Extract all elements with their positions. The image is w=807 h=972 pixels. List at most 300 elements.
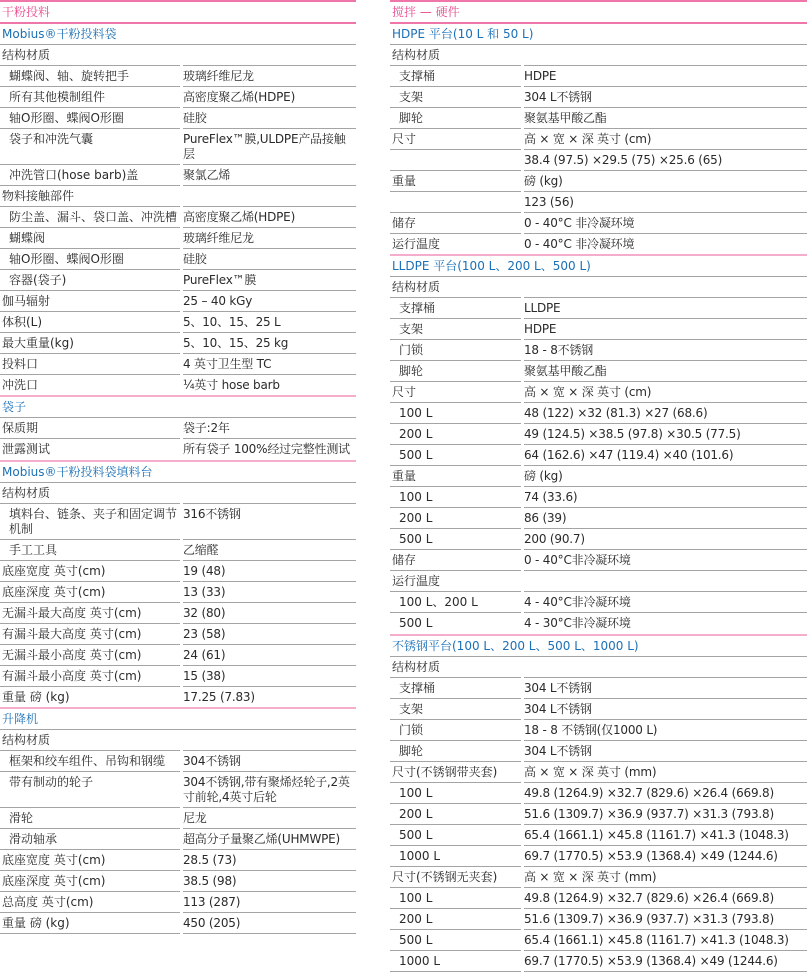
spec-label: 投料口 — [2, 357, 39, 371]
spec-value-cell — [524, 171, 807, 192]
spec-value: 4 - 40°C非冷凝环境 — [524, 595, 631, 610]
spec-value: HDPE — [524, 322, 557, 337]
spec-label: 容器(袋子) — [9, 273, 67, 287]
spec-value-cell — [183, 333, 356, 354]
product-subtitle: Mobius®干粉投料袋填料台 — [2, 464, 153, 479]
spec-label-cell — [390, 45, 521, 66]
spec-label-cell — [390, 403, 521, 424]
spec-label: 运行温度 — [392, 237, 441, 251]
spec-label-cell — [390, 678, 521, 699]
spec-row — [0, 871, 356, 892]
spec-value-cell — [183, 829, 356, 850]
spec-row — [390, 171, 807, 192]
spec-label-cell — [0, 418, 180, 439]
spec-value: 17.25 (7.83) — [183, 689, 255, 704]
spec-label-cell — [0, 439, 180, 459]
spec-value-cell — [524, 783, 807, 804]
spec-label-cell — [0, 312, 180, 333]
spec-label-cell — [390, 783, 521, 804]
spec-label: 底座深度 英寸(cm) — [2, 584, 106, 599]
spec-label: 所有其他模制组件 — [9, 90, 106, 104]
spec-label-cell — [390, 720, 521, 741]
spec-row — [390, 424, 807, 445]
spec-value-cell — [524, 529, 807, 550]
product-subtitle: HDPE 平台(10 L 和 50 L) — [392, 27, 534, 41]
spec-label: 底座宽度 英寸(cm) — [2, 563, 106, 578]
spec-label-cell — [390, 825, 521, 846]
spec-label: 无漏斗最大高度 英寸(cm) — [2, 605, 142, 620]
spec-row — [390, 487, 807, 508]
spec-label: 100 L、200 L — [399, 595, 478, 610]
spec-row — [390, 678, 807, 699]
spec-label: 尺寸(不锈钢带夹套) — [392, 764, 498, 779]
spec-value: 304 L不锈钢 — [524, 680, 592, 695]
spec-label-cell — [390, 571, 521, 592]
spec-label-cell — [390, 234, 521, 254]
category-title-row — [390, 0, 807, 24]
group-header-row — [0, 45, 356, 66]
spec-row — [0, 808, 356, 829]
spec-label-cell — [390, 804, 521, 825]
spec-label: 重量 磅 (kg) — [2, 689, 70, 704]
spec-row — [390, 340, 807, 361]
spec-value-cell — [524, 277, 807, 298]
spec-row — [390, 445, 807, 466]
group-header-row — [390, 277, 807, 298]
column-dry-powder-feeding — [0, 0, 356, 972]
spec-value: 超高分子量聚乙烯(UHMWPE) — [183, 831, 341, 846]
spec-label-cell — [390, 613, 521, 633]
spec-value-cell — [524, 657, 807, 678]
spec-value: 硅胶 — [183, 252, 207, 266]
spec-value-cell — [524, 403, 807, 424]
spec-label-cell — [390, 699, 521, 720]
product-subtitle-row — [0, 460, 356, 483]
spec-value: 19 (48) — [183, 563, 226, 578]
column-mixing-hardware — [390, 0, 807, 972]
spec-label-cell — [390, 171, 521, 192]
spec-value-cell — [183, 772, 356, 808]
spec-value: 磅 (kg) — [524, 174, 563, 188]
spec-value-cell — [183, 312, 356, 333]
spec-value-cell — [524, 45, 807, 66]
spec-label-cell — [390, 951, 521, 972]
spec-label-cell — [0, 808, 180, 829]
spec-value: 24 (61) — [183, 647, 226, 662]
spec-label: 500 L — [399, 616, 433, 631]
spec-label-cell — [0, 87, 180, 108]
spec-label: 滑动轴承 — [9, 831, 58, 846]
spec-label: 支架 — [399, 322, 424, 337]
spec-label-cell — [0, 829, 180, 850]
spec-value-cell — [183, 418, 356, 439]
spec-value: 450 (205) — [183, 915, 241, 930]
spec-label-cell — [390, 87, 521, 108]
spec-value-cell — [524, 592, 807, 613]
product-subtitle-row — [390, 634, 807, 657]
spec-value-cell — [183, 730, 356, 751]
spec-label: 100 L — [399, 490, 433, 505]
spec-value-cell — [524, 741, 807, 762]
spec-value-cell — [183, 540, 356, 561]
spec-value: 高密度聚乙烯(HDPE) — [183, 90, 296, 104]
spec-row — [0, 165, 356, 186]
spec-value-cell — [524, 340, 807, 361]
spec-label-cell — [390, 192, 521, 213]
spec-label: 重量 — [392, 469, 417, 484]
spec-label: 500 L — [399, 827, 433, 842]
spec-label: 无漏斗最小高度 英寸(cm) — [2, 647, 142, 662]
spec-value-cell — [524, 699, 807, 720]
spec-row — [0, 375, 356, 395]
spec-value-cell — [183, 687, 356, 707]
group-header-row — [390, 571, 807, 592]
spec-value: 304不锈钢,带有聚烯烃轮子,2英寸前轮,4英寸后轮 — [183, 774, 350, 804]
spec-label-cell — [390, 487, 521, 508]
spec-value: 48 (122) ×32 (81.3) ×27 (68.6) — [524, 406, 708, 421]
spec-label-cell — [0, 483, 180, 504]
spec-label-cell — [390, 508, 521, 529]
spec-row — [0, 249, 356, 270]
spec-label: 冲洗口 — [2, 378, 39, 392]
spec-row — [0, 772, 356, 808]
spec-value: 51.6 (1309.7) ×36.9 (937.7) ×31.3 (793.8) — [524, 806, 774, 821]
spec-label-cell — [0, 582, 180, 603]
spec-value-cell — [183, 666, 356, 687]
spec-value: 23 (58) — [183, 626, 226, 641]
spec-value-cell — [524, 66, 807, 87]
spec-label: 储存 — [392, 553, 417, 568]
spec-label: 有漏斗最大高度 英寸(cm) — [2, 626, 142, 641]
spec-row — [390, 466, 807, 487]
spec-label: 底座宽度 英寸(cm) — [2, 852, 106, 867]
spec-value-cell — [183, 504, 356, 540]
spec-value: 49.8 (1264.9) ×32.7 (829.6) ×26.4 (669.8) — [524, 785, 774, 800]
spec-value-cell — [183, 228, 356, 249]
spec-label: 100 L — [399, 890, 433, 905]
spec-value-cell — [524, 678, 807, 699]
spec-row — [0, 312, 356, 333]
spec-label: 物料接触部件 — [2, 189, 75, 203]
spec-label-cell — [0, 165, 180, 186]
spec-label: 支撑桶 — [399, 69, 436, 83]
spec-label-cell — [390, 930, 521, 951]
spec-label-cell — [390, 361, 521, 382]
spec-row — [0, 333, 356, 354]
spec-label: 支撑桶 — [399, 301, 436, 316]
spec-row — [390, 783, 807, 804]
spec-row — [0, 504, 356, 540]
spec-value-cell — [183, 249, 356, 270]
spec-value: 65.4 (1661.1) ×45.8 (1161.7) ×41.3 (1048.3) — [524, 932, 789, 947]
spec-value-cell — [524, 930, 807, 951]
spec-value-cell — [524, 466, 807, 487]
spec-value-cell — [524, 825, 807, 846]
spec-value-cell — [183, 645, 356, 666]
spec-row — [0, 645, 356, 666]
spec-label-cell — [0, 270, 180, 291]
spec-label-cell — [0, 913, 180, 934]
spec-label-cell — [0, 375, 180, 395]
spec-value-cell — [183, 751, 356, 772]
spec-row — [390, 741, 807, 762]
spec-label-cell — [0, 730, 180, 751]
spec-value-cell — [524, 762, 807, 783]
spec-label: 防尘盖、漏斗、袋口盖、冲洗槽 — [9, 210, 178, 224]
spec-label: 结构材质 — [392, 48, 441, 62]
spec-row — [0, 892, 356, 913]
spec-label-cell — [390, 150, 521, 171]
product-subtitle-row — [390, 24, 807, 45]
product-subtitle-row — [0, 24, 356, 45]
spec-value-cell — [524, 129, 807, 150]
spec-row — [390, 930, 807, 951]
spec-value: 304 L不锈钢 — [524, 743, 592, 758]
spec-label: 泄露测试 — [2, 442, 51, 457]
spec-label: 带有制动的轮子 — [9, 774, 94, 789]
spec-label: 体积(L) — [2, 315, 43, 329]
spec-value-cell — [183, 913, 356, 934]
product-subtitle-cell — [0, 24, 356, 45]
spec-value-cell — [524, 487, 807, 508]
spec-label-cell — [0, 129, 180, 165]
spec-label: 尺寸(不锈钢无夹套) — [392, 869, 498, 884]
spec-label: 结构材质 — [392, 280, 441, 295]
spec-label: 填料台、链条、夹子和固定调节机制 — [9, 506, 178, 536]
spec-row — [390, 298, 807, 319]
spec-label-cell — [390, 445, 521, 466]
spec-value: 玻璃纤维尼龙 — [183, 69, 254, 83]
spec-label: 运行温度 — [392, 574, 441, 589]
spec-label-cell — [390, 592, 521, 613]
spec-label-cell — [390, 66, 521, 87]
spec-label: 脚轮 — [399, 743, 424, 758]
spec-value: 聚氨基甲酸乙酯 — [524, 111, 607, 125]
spec-value: 304不锈钢 — [183, 753, 241, 768]
spec-value-cell — [183, 439, 356, 459]
spec-value-cell — [183, 270, 356, 291]
spec-value: 38.4 (97.5) ×29.5 (75) ×25.6 (65) — [524, 153, 723, 167]
spec-row — [0, 291, 356, 312]
product-subtitle-row — [0, 395, 356, 418]
category-title-row — [0, 0, 356, 24]
spec-label-cell — [0, 66, 180, 87]
spec-row — [390, 66, 807, 87]
spec-value-cell — [524, 888, 807, 909]
spec-value: 86 (39) — [524, 511, 567, 526]
spec-value-cell — [524, 909, 807, 930]
spec-value: 15 (38) — [183, 668, 226, 683]
spec-label-cell — [0, 666, 180, 687]
product-subtitle-cell — [390, 24, 807, 45]
spec-row — [390, 804, 807, 825]
spec-label: 200 L — [399, 911, 433, 926]
spec-label: 保质期 — [2, 421, 39, 436]
spec-value: 袋子:2年 — [183, 421, 230, 436]
spec-row — [0, 603, 356, 624]
spec-row — [390, 129, 807, 150]
spec-value: 高 × 宽 × 深 英寸 (mm) — [524, 869, 657, 884]
spec-row — [0, 540, 356, 561]
spec-label-cell — [0, 186, 180, 207]
spec-row — [390, 108, 807, 129]
spec-value: 5、10、15、25 L — [183, 315, 281, 329]
spec-row — [0, 561, 356, 582]
spec-row — [0, 913, 356, 934]
spec-label: 蝴蝶阀、轴、旋转把手 — [9, 69, 130, 83]
spec-value-cell — [524, 298, 807, 319]
spec-value-cell — [524, 613, 807, 633]
spec-label: 200 L — [399, 511, 433, 526]
spec-value-cell — [183, 871, 356, 892]
product-subtitle-cell — [390, 256, 807, 277]
spec-value: 0 - 40°C 非冷凝环境 — [524, 216, 635, 230]
spec-value-cell — [183, 165, 356, 186]
spec-label-cell — [0, 850, 180, 871]
spec-label-cell — [0, 561, 180, 582]
spec-row — [0, 207, 356, 228]
spec-value: 尼龙 — [183, 810, 207, 825]
spec-label-cell — [390, 762, 521, 783]
spec-label-cell — [390, 298, 521, 319]
spec-value: ¼英寸 hose barb — [183, 378, 280, 392]
spec-label: 1000 L — [399, 953, 441, 968]
spec-label: 框架和绞车组件、吊钩和钢缆 — [9, 753, 166, 768]
spec-value: 32 (80) — [183, 605, 226, 620]
spec-value-cell — [183, 66, 356, 87]
spec-label-cell — [390, 424, 521, 445]
spec-label-cell — [0, 228, 180, 249]
spec-value-cell — [524, 445, 807, 466]
spec-row — [390, 550, 807, 571]
spec-label-cell — [0, 892, 180, 913]
spec-value-cell — [524, 804, 807, 825]
spec-label-cell — [0, 772, 180, 808]
category-title: 搅拌 — 硬件 — [392, 5, 460, 19]
spec-row — [390, 508, 807, 529]
spec-value: 所有袋子 100%经过完整性测试 — [183, 442, 350, 457]
spec-label: 500 L — [399, 448, 433, 463]
spec-row — [0, 687, 356, 707]
spec-label: 伽马辐射 — [2, 294, 51, 308]
spec-value: 49 (124.5) ×38.5 (97.8) ×30.5 (77.5) — [524, 427, 741, 442]
spec-label-cell — [390, 340, 521, 361]
spec-value: 0 - 40°C非冷凝环境 — [524, 553, 631, 568]
spec-label-cell — [390, 909, 521, 930]
spec-row — [0, 624, 356, 645]
spec-label: 500 L — [399, 932, 433, 947]
spec-value-cell — [524, 720, 807, 741]
spec-label: 支架 — [399, 90, 424, 104]
spec-label-cell — [0, 751, 180, 772]
spec-row — [390, 762, 807, 783]
spec-label: 结构材质 — [392, 659, 441, 674]
spec-label-cell — [0, 645, 180, 666]
spec-row — [0, 829, 356, 850]
spec-label-cell — [0, 603, 180, 624]
spec-value: 69.7 (1770.5) ×53.9 (1368.4) ×49 (1244.6) — [524, 848, 778, 863]
spec-value-cell — [183, 207, 356, 228]
spec-label: 脚轮 — [399, 111, 424, 125]
spec-row — [390, 720, 807, 741]
spec-row — [0, 270, 356, 291]
category-title: 干粉投料 — [2, 5, 51, 19]
spec-label: 结构材质 — [2, 48, 51, 62]
spec-label-cell — [0, 45, 180, 66]
spec-row — [0, 354, 356, 375]
spec-row — [0, 751, 356, 772]
spec-label: 脚轮 — [399, 364, 424, 379]
spec-row — [0, 108, 356, 129]
spec-value: 69.7 (1770.5) ×53.9 (1368.4) ×49 (1244.6) — [524, 953, 778, 968]
spec-value-cell — [183, 87, 356, 108]
spec-row — [390, 699, 807, 720]
spec-label-cell — [0, 624, 180, 645]
spec-row — [0, 87, 356, 108]
spec-value-cell — [183, 129, 356, 165]
spec-row — [390, 951, 807, 972]
spec-value: 13 (33) — [183, 584, 226, 599]
spec-label: 100 L — [399, 406, 433, 421]
spec-value: 65.4 (1661.1) ×45.8 (1161.7) ×41.3 (1048.3) — [524, 827, 789, 842]
spec-row — [0, 439, 356, 459]
spec-value-cell — [524, 550, 807, 571]
spec-value: 5、10、15、25 kg — [183, 336, 289, 350]
group-header-row — [0, 730, 356, 751]
spec-value-cell — [524, 424, 807, 445]
spec-row — [390, 403, 807, 424]
spec-row — [0, 66, 356, 87]
spec-label-cell — [390, 741, 521, 762]
spec-label-cell — [0, 354, 180, 375]
spec-value: 25 – 40 kGy — [183, 294, 253, 308]
spec-row — [390, 529, 807, 550]
spec-row — [0, 666, 356, 687]
spec-value-cell — [183, 108, 356, 129]
spec-value-cell — [524, 382, 807, 403]
spec-label: 轴O形圈、蝶阀O形圈 — [9, 111, 124, 125]
spec-label: 冲洗管口(hose barb)盖 — [9, 168, 139, 182]
spec-label: 蝴蝶阀 — [9, 231, 46, 245]
spec-label-cell — [0, 108, 180, 129]
spec-value: 18 - 8不锈钢 — [524, 343, 594, 358]
spec-row — [390, 150, 807, 171]
spec-value: 28.5 (73) — [183, 852, 237, 867]
spec-label: 门锁 — [399, 722, 424, 737]
product-subtitle-cell — [0, 397, 356, 418]
product-subtitle: LLDPE 平台(100 L、200 L、500 L) — [392, 259, 591, 274]
spec-value: 316不锈钢 — [183, 506, 241, 521]
spec-value: 4 - 30°C非冷凝环境 — [524, 616, 631, 631]
spec-value: HDPE — [524, 69, 557, 83]
spec-label: 1000 L — [399, 848, 441, 863]
spec-label-cell — [390, 382, 521, 403]
spec-value: 74 (33.6) — [524, 490, 578, 505]
spec-row — [0, 582, 356, 603]
spec-label: 底座深度 英寸(cm) — [2, 873, 106, 888]
spec-row — [390, 867, 807, 888]
product-subtitle-row — [0, 707, 356, 730]
spec-value: 4 英寸卫生型 TC — [183, 357, 272, 371]
spec-label: 尺寸 — [392, 385, 417, 400]
spec-label-cell — [0, 504, 180, 540]
spec-label: 200 L — [399, 427, 433, 442]
spec-row — [390, 909, 807, 930]
spec-value: 123 (56) — [524, 195, 574, 209]
spec-label: 500 L — [399, 532, 433, 547]
spec-value: 113 (287) — [183, 894, 241, 909]
spec-value-cell — [524, 571, 807, 592]
